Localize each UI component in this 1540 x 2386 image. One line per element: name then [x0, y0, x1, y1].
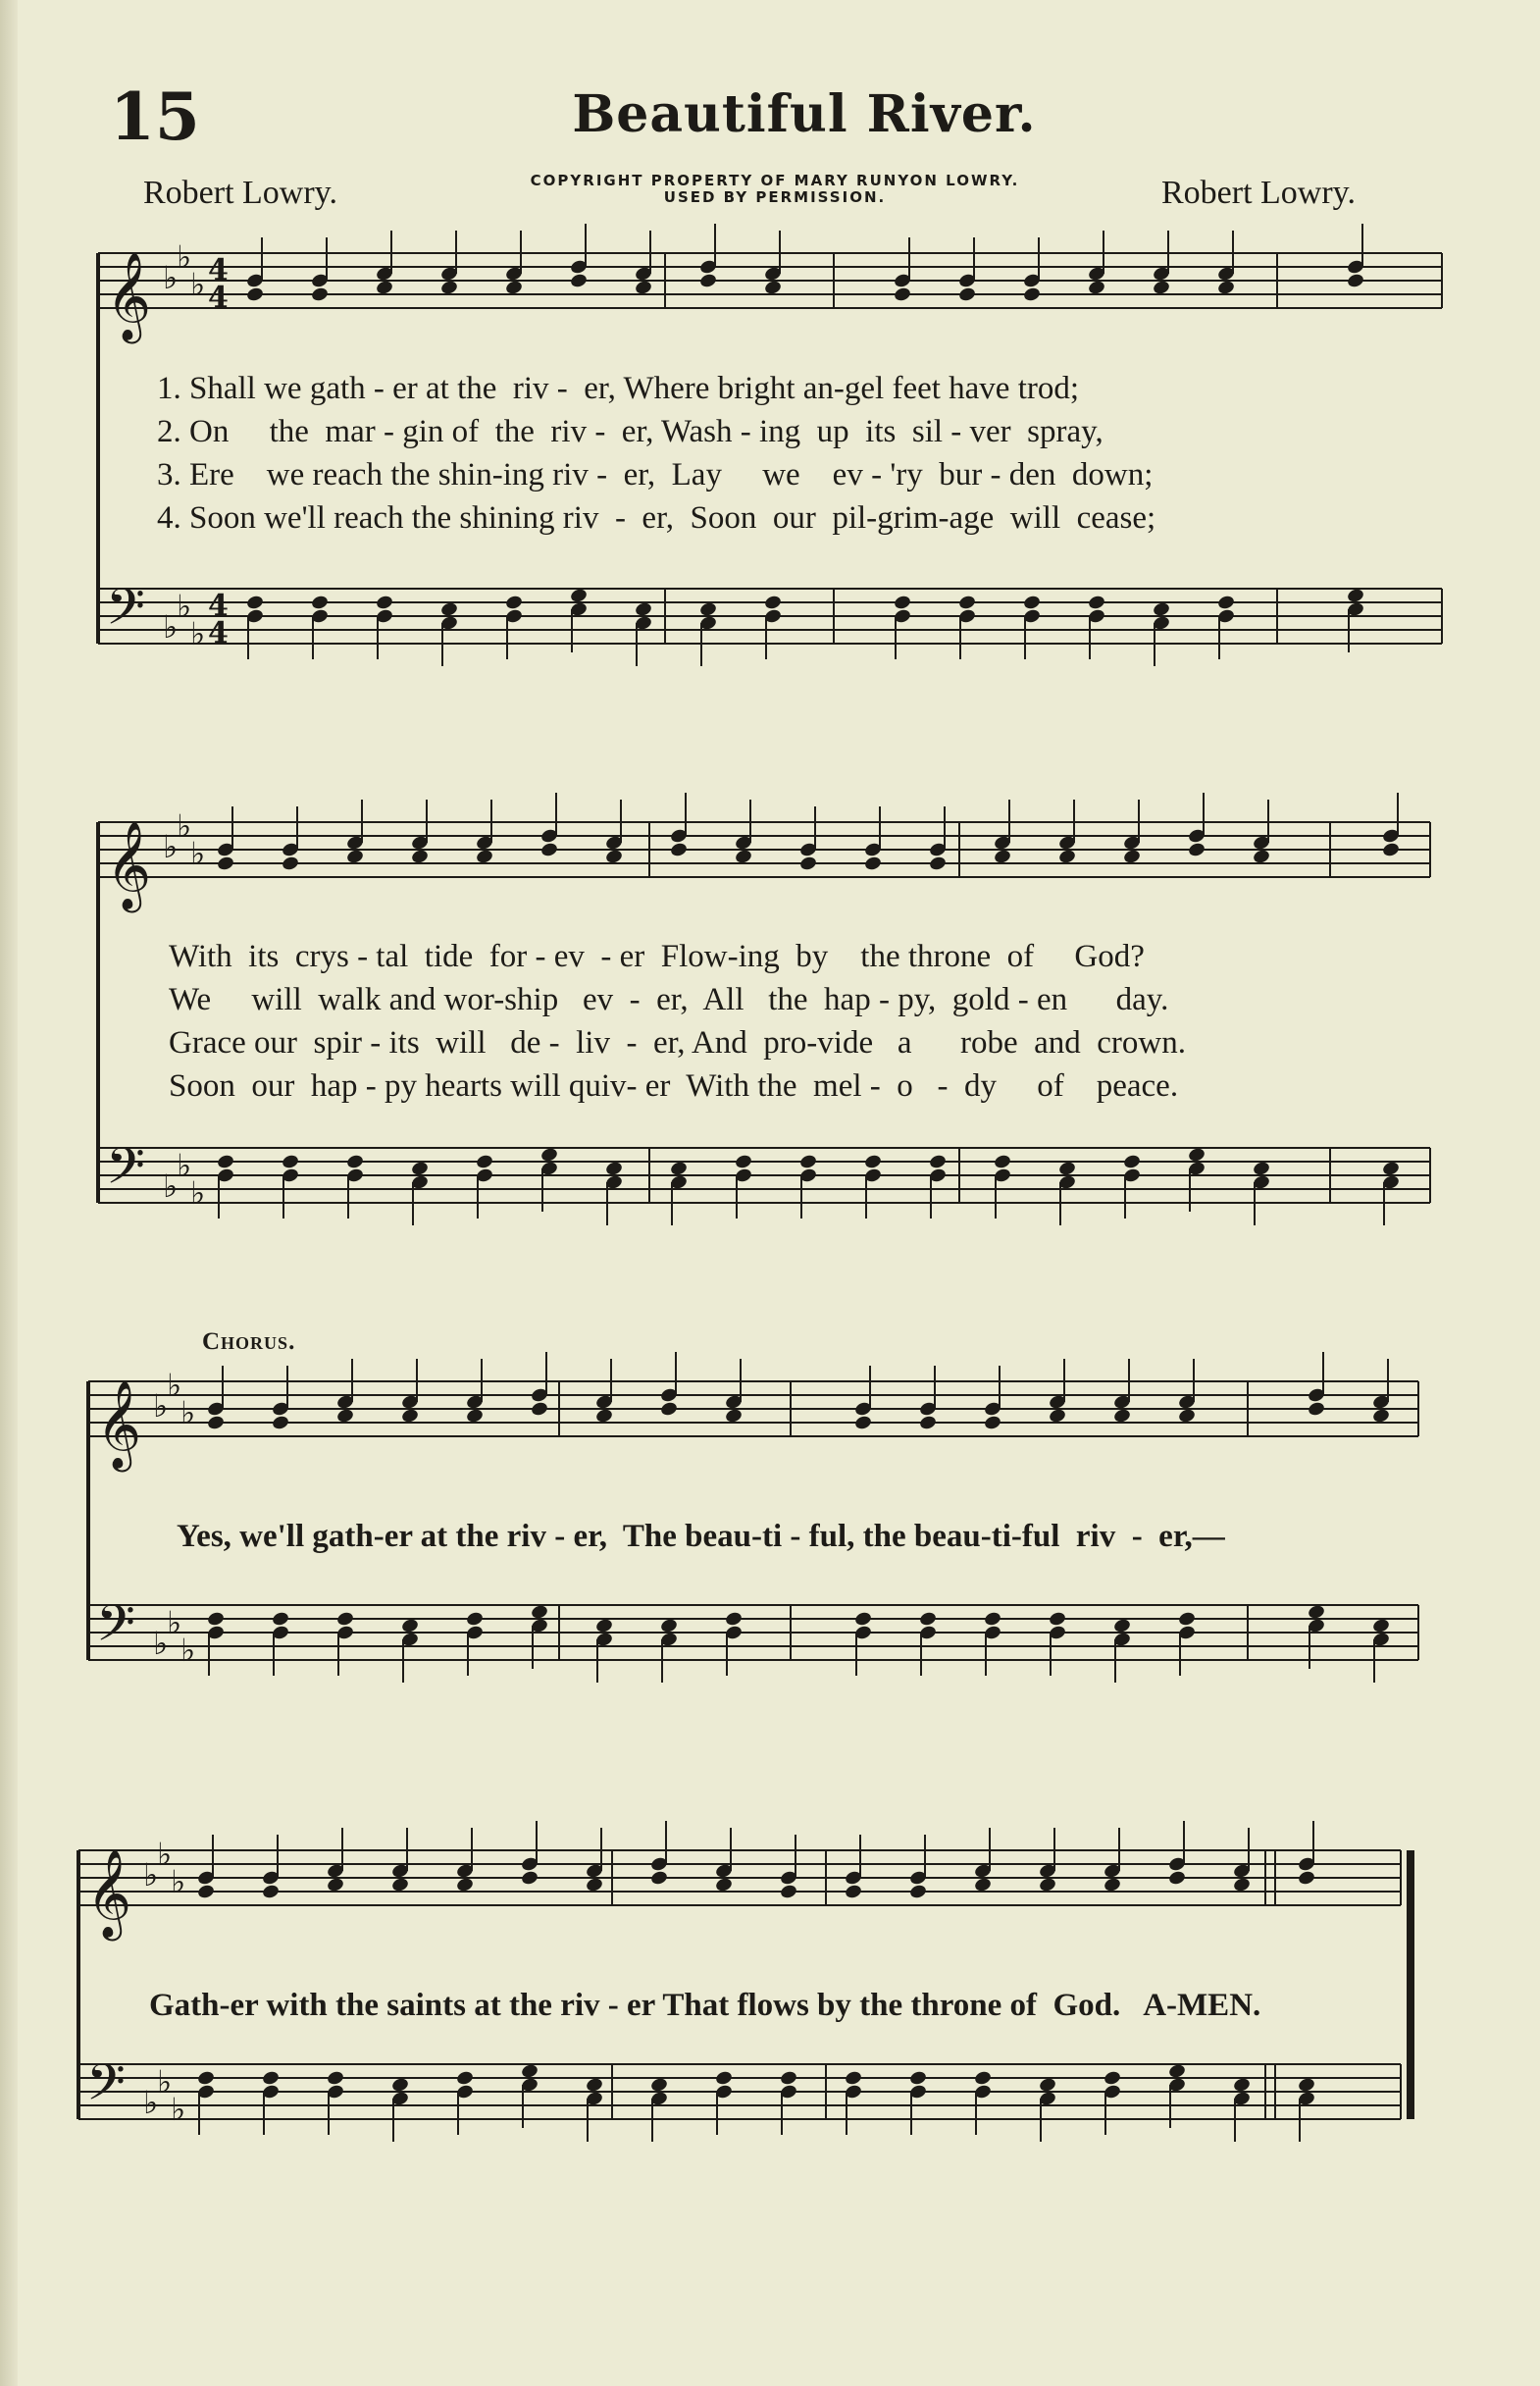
- system-4-bass-key-flat: ♭: [157, 2063, 173, 2101]
- system-4-treble-note-head: [1038, 1877, 1056, 1893]
- system-3-bass-note-head: [1112, 1618, 1131, 1634]
- system-1-bass-note-head: [1087, 595, 1105, 611]
- system-4-treble-note-head: [714, 1877, 733, 1893]
- system-2-bass-note-head: [604, 1161, 623, 1177]
- system-3-bass-key-flat: ♭: [153, 1625, 169, 1662]
- system-3-bass-note-head: [659, 1618, 678, 1634]
- system-4-bass-note-head: [585, 2077, 603, 2094]
- system-2-bass-note-head: [734, 1154, 752, 1170]
- system-4-bass-note-head: [714, 2070, 733, 2087]
- system-3-bass-note-head: [1307, 1604, 1325, 1621]
- system-4-bass-note-head: [261, 2070, 280, 2087]
- system-2-treble-key-flat: ♭: [190, 835, 206, 872]
- system-1-bass-note-head: [1216, 595, 1235, 611]
- system-4-bass-note-head: [326, 2070, 344, 2087]
- system-4-bass-note-head: [649, 2077, 668, 2094]
- system-2-treble-note-head: [734, 849, 752, 865]
- system-2-bass-note-head: [798, 1154, 817, 1170]
- verse-2-line-2: We will walk and wor-ship ev - er, All the hap - py, gold - en day.: [169, 982, 1169, 1017]
- system-3-treble-key-flat: ♭: [167, 1367, 182, 1404]
- system-2-treble-note-head: [1122, 849, 1141, 865]
- system-2-bass-key-flat: ♭: [177, 1147, 192, 1184]
- system-3-bass-note-head: [1048, 1611, 1066, 1628]
- hymn-number: 15: [110, 78, 200, 155]
- system-1-treble-key-flat: ♭: [190, 266, 206, 303]
- chorus-line-2: Gath-er with the saints at the riv - er That flows by the throne of God. A-MEN.: [149, 1988, 1261, 2023]
- system-2-treble-treble-clef: 𝄞: [106, 821, 152, 909]
- system-4-bass-note-head: [196, 2070, 215, 2087]
- system-3-treble-note-head: [1177, 1408, 1196, 1425]
- system-4-treble-note-head: [1297, 1870, 1315, 1887]
- system-2-bass-note-head: [993, 1154, 1011, 1170]
- system-4-bass-note-head: [1297, 2077, 1315, 2094]
- system-4-treble-note-head: [585, 1877, 603, 1893]
- system-1-bass-bass-clef: 𝄢: [106, 577, 145, 648]
- system-4-treble-note-head: [196, 1884, 215, 1900]
- system-2-treble-note-head: [410, 849, 429, 865]
- system-1-treble-note-head: [569, 273, 588, 289]
- system-3-bass-note-head: [1371, 1618, 1390, 1634]
- chorus-line-1: Yes, we'll gath-er at the riv - er, The beau-ti - ful, the beau-ti-ful riv - er,—: [177, 1519, 1225, 1554]
- system-1-bass-time-bottom: 4: [208, 616, 229, 650]
- system-3-bass-note-head: [724, 1611, 743, 1628]
- hymn-title: Beautiful River.: [572, 84, 1037, 144]
- system-3-treble-note-head: [659, 1401, 678, 1418]
- system-2-treble-key-flat: ♭: [163, 828, 179, 865]
- system-1-bass-note-head: [245, 595, 264, 611]
- system-4-bass-note-head: [908, 2070, 927, 2087]
- chorus-label: Chorus.: [202, 1328, 296, 1355]
- system-4-treble-note-head: [973, 1877, 992, 1893]
- system-2-bass-note-head: [863, 1154, 882, 1170]
- system-1-treble-note-head: [634, 280, 652, 296]
- system-4-treble-note-head: [844, 1884, 862, 1900]
- system-1-treble-note-head: [504, 280, 523, 296]
- system-2-bass-note-head: [1057, 1161, 1076, 1177]
- system-4-bass-note-head: [455, 2070, 474, 2087]
- system-4-bass-key-flat: ♭: [143, 2084, 159, 2121]
- system-1-bass-note-head: [957, 595, 976, 611]
- system-4-bass-note-head: [520, 2063, 539, 2080]
- system-3-treble-note-head: [530, 1401, 548, 1418]
- system-2-treble-note-head: [345, 849, 364, 865]
- system-1-bass-note-head: [1152, 601, 1170, 618]
- system-1-treble-note-head: [1216, 280, 1235, 296]
- system-1-bass-key-flat: ♭: [163, 608, 179, 646]
- system-3-treble-note-head: [918, 1415, 937, 1431]
- system-4-bass-note-head: [1038, 2077, 1056, 2094]
- system-3-bass-note-head: [918, 1611, 937, 1628]
- system-2-bass-note-head: [216, 1154, 234, 1170]
- system-3-bass-bass-clef: 𝄢: [96, 1593, 135, 1665]
- system-3-treble-note-head: [465, 1408, 484, 1425]
- system-2-treble-note-head: [604, 849, 623, 865]
- system-2-treble-note-head: [1252, 849, 1270, 865]
- system-4-treble-note-head: [649, 1870, 668, 1887]
- system-3-treble-note-head: [853, 1415, 872, 1431]
- system-1-bass-note-head: [375, 595, 393, 611]
- system-1-bass-note-head: [698, 601, 717, 618]
- system-3-treble-note-head: [400, 1408, 419, 1425]
- system-2-bass-note-head: [410, 1161, 429, 1177]
- system-1-treble-note-head: [1152, 280, 1170, 296]
- system-2-treble-note-head: [1187, 842, 1206, 858]
- system-4-treble-treble-clef: 𝄞: [86, 1849, 132, 1938]
- system-3-bass-note-head: [400, 1618, 419, 1634]
- system-2-bass-note-head: [1381, 1161, 1400, 1177]
- copyright-line-1: COPYRIGHT PROPERTY OF MARY RUNYON LOWRY.: [530, 172, 1020, 189]
- system-3-treble-note-head: [1048, 1408, 1066, 1425]
- system-1-bass-note-head: [634, 601, 652, 618]
- system-1-treble-note-head: [1346, 273, 1364, 289]
- system-4-treble-note-head: [520, 1870, 539, 1887]
- system-3-bass-note-head: [271, 1611, 289, 1628]
- system-4-treble-note-head: [455, 1877, 474, 1893]
- system-2-treble-note-head: [1381, 842, 1400, 858]
- system-1-treble-key-flat: ♭: [177, 238, 192, 276]
- verse-4-line-2: Soon our hap - py hearts will quiv- er With the mel - o - dy of peace.: [169, 1068, 1179, 1104]
- system-3-bass-note-head: [594, 1618, 613, 1634]
- system-3-treble-note-head: [594, 1408, 613, 1425]
- system-1-bass-key-flat: ♭: [190, 615, 206, 652]
- system-1-bass-note-head: [439, 601, 458, 618]
- system-3-treble-note-head: [1371, 1408, 1390, 1425]
- music-credit: Robert Lowry.: [1161, 175, 1356, 211]
- system-1-bass-key-flat: ♭: [177, 588, 192, 625]
- system-1-treble-note-head: [439, 280, 458, 296]
- system-2-bass-note-head: [928, 1154, 947, 1170]
- system-4-bass-note-head: [1232, 2077, 1251, 2094]
- system-2-treble-note-head: [669, 842, 688, 858]
- system-3-treble-note-head: [206, 1415, 225, 1431]
- system-1-treble-time-bottom: 4: [208, 281, 229, 315]
- system-3-treble-treble-clef: 𝄞: [96, 1380, 142, 1469]
- system-1-bass-note-head: [1346, 588, 1364, 604]
- system-2-treble-note-head: [281, 856, 299, 872]
- system-4-treble-note-head: [1167, 1870, 1186, 1887]
- system-1-treble-note-head: [1087, 280, 1105, 296]
- system-1-treble-note-head: [375, 280, 393, 296]
- system-1-treble-note-head: [245, 286, 264, 303]
- system-1-treble-key-flat: ♭: [163, 259, 179, 296]
- system-4-treble-note-head: [908, 1884, 927, 1900]
- system-3-bass-key-flat: ♭: [180, 1632, 196, 1669]
- verse-1-line-2: With its crys - tal tide for - ev - er Flow-ing by the throne of God?: [169, 939, 1145, 974]
- copyright-line-2: USED BY PERMISSION.: [663, 188, 887, 206]
- system-4-bass-key-flat: ♭: [171, 2091, 186, 2128]
- verse-1-line-1: 1. Shall we gath - er at the riv - er, Where bright an-gel feet have trod;: [157, 371, 1080, 406]
- system-3-bass-note-head: [335, 1611, 354, 1628]
- verse-4-line-1: 4. Soon we'll reach the shining riv - er, Soon our pil-grim-age will cease;: [157, 500, 1156, 536]
- system-4-bass-bass-clef: 𝄢: [86, 2052, 126, 2124]
- system-1-bass-note-head: [310, 595, 329, 611]
- system-2-bass-note-head: [1252, 1161, 1270, 1177]
- verse-3-line-2: Grace our spir - its will de - liv - er, And pro-vide a robe and crown.: [169, 1025, 1186, 1061]
- system-3-treble-note-head: [271, 1415, 289, 1431]
- system-3-bass-note-head: [530, 1604, 548, 1621]
- system-2-treble-note-head: [993, 849, 1011, 865]
- system-1-bass-note-head: [504, 595, 523, 611]
- system-3-treble-note-head: [724, 1408, 743, 1425]
- system-1-treble-time-top: 4: [208, 253, 229, 287]
- system-4-bass-note-head: [844, 2070, 862, 2087]
- system-4-treble-note-head: [1232, 1877, 1251, 1893]
- system-2-bass-note-head: [1122, 1154, 1141, 1170]
- system-4-bass-note-head: [973, 2070, 992, 2087]
- system-4-bass-note-head: [1167, 2063, 1186, 2080]
- system-1-treble-note-head: [957, 286, 976, 303]
- system-3-bass-note-head: [1177, 1611, 1196, 1628]
- system-2-treble-note-head: [928, 856, 947, 872]
- system-1-treble-note-head: [1022, 286, 1041, 303]
- system-3-bass-note-head: [206, 1611, 225, 1628]
- system-2-treble-note-head: [216, 856, 234, 872]
- system-1-bass-note-head: [569, 588, 588, 604]
- system-1-treble-note-head: [310, 286, 329, 303]
- system-2-bass-bass-clef: 𝄢: [106, 1136, 145, 1208]
- system-2-treble-note-head: [539, 842, 558, 858]
- system-4-bass-note-head: [390, 2077, 409, 2094]
- system-3-bass-note-head: [465, 1611, 484, 1628]
- system-3-treble-key-flat: ♭: [180, 1394, 196, 1431]
- system-2-bass-note-head: [281, 1154, 299, 1170]
- system-2-bass-note-head: [539, 1147, 558, 1164]
- system-1-bass-note-head: [763, 595, 782, 611]
- system-4-treble-note-head: [779, 1884, 797, 1900]
- system-2-bass-key-flat: ♭: [190, 1174, 206, 1212]
- system-2-treble-note-head: [1057, 849, 1076, 865]
- system-2-treble-note-head: [798, 856, 817, 872]
- system-2-bass-key-flat: ♭: [163, 1167, 179, 1205]
- system-3-bass-note-head: [853, 1611, 872, 1628]
- system-3-treble-note-head: [983, 1415, 1001, 1431]
- system-2-bass-note-head: [345, 1154, 364, 1170]
- system-4-treble-key-flat: ♭: [143, 1856, 159, 1893]
- system-4-bass-note-head: [779, 2070, 797, 2087]
- system-1-treble-treble-clef: 𝄞: [106, 252, 152, 340]
- system-3-bass-key-flat: ♭: [167, 1604, 182, 1641]
- system-4-bass-note-head: [1103, 2070, 1121, 2087]
- system-2-bass-note-head: [1187, 1147, 1206, 1164]
- system-2-bass-note-head: [669, 1161, 688, 1177]
- system-1-treble-note-head: [893, 286, 911, 303]
- system-1-treble-note-head: [698, 273, 717, 289]
- system-4-treble-key-flat: ♭: [157, 1836, 173, 1873]
- system-4-treble-note-head: [1103, 1877, 1121, 1893]
- words-credit: Robert Lowry.: [143, 175, 337, 211]
- system-1-bass-note-head: [1022, 595, 1041, 611]
- system-4-treble-note-head: [261, 1884, 280, 1900]
- verse-2-line-1: 2. On the mar - gin of the riv - er, Wash - ing up its sil - ver spray,: [157, 414, 1104, 449]
- system-1-bass-time-top: 4: [208, 589, 229, 623]
- system-4-treble-key-flat: ♭: [171, 1863, 186, 1900]
- system-3-treble-note-head: [335, 1408, 354, 1425]
- system-2-treble-key-flat: ♭: [177, 807, 192, 845]
- system-4-treble-note-head: [390, 1877, 409, 1893]
- verse-3-line-1: 3. Ere we reach the shin-ing riv - er, Lay we ev - 'ry bur - den down;: [157, 457, 1154, 493]
- system-4-treble-note-head: [326, 1877, 344, 1893]
- system-3-treble-key-flat: ♭: [153, 1387, 169, 1425]
- system-2-bass-note-head: [475, 1154, 493, 1170]
- system-1-treble-note-head: [763, 280, 782, 296]
- system-3-treble-note-head: [1112, 1408, 1131, 1425]
- system-3-bass-note-head: [983, 1611, 1001, 1628]
- system-2-treble-note-head: [475, 849, 493, 865]
- system-2-treble-note-head: [863, 856, 882, 872]
- system-1-bass-note-head: [893, 595, 911, 611]
- system-3-treble-note-head: [1307, 1401, 1325, 1418]
